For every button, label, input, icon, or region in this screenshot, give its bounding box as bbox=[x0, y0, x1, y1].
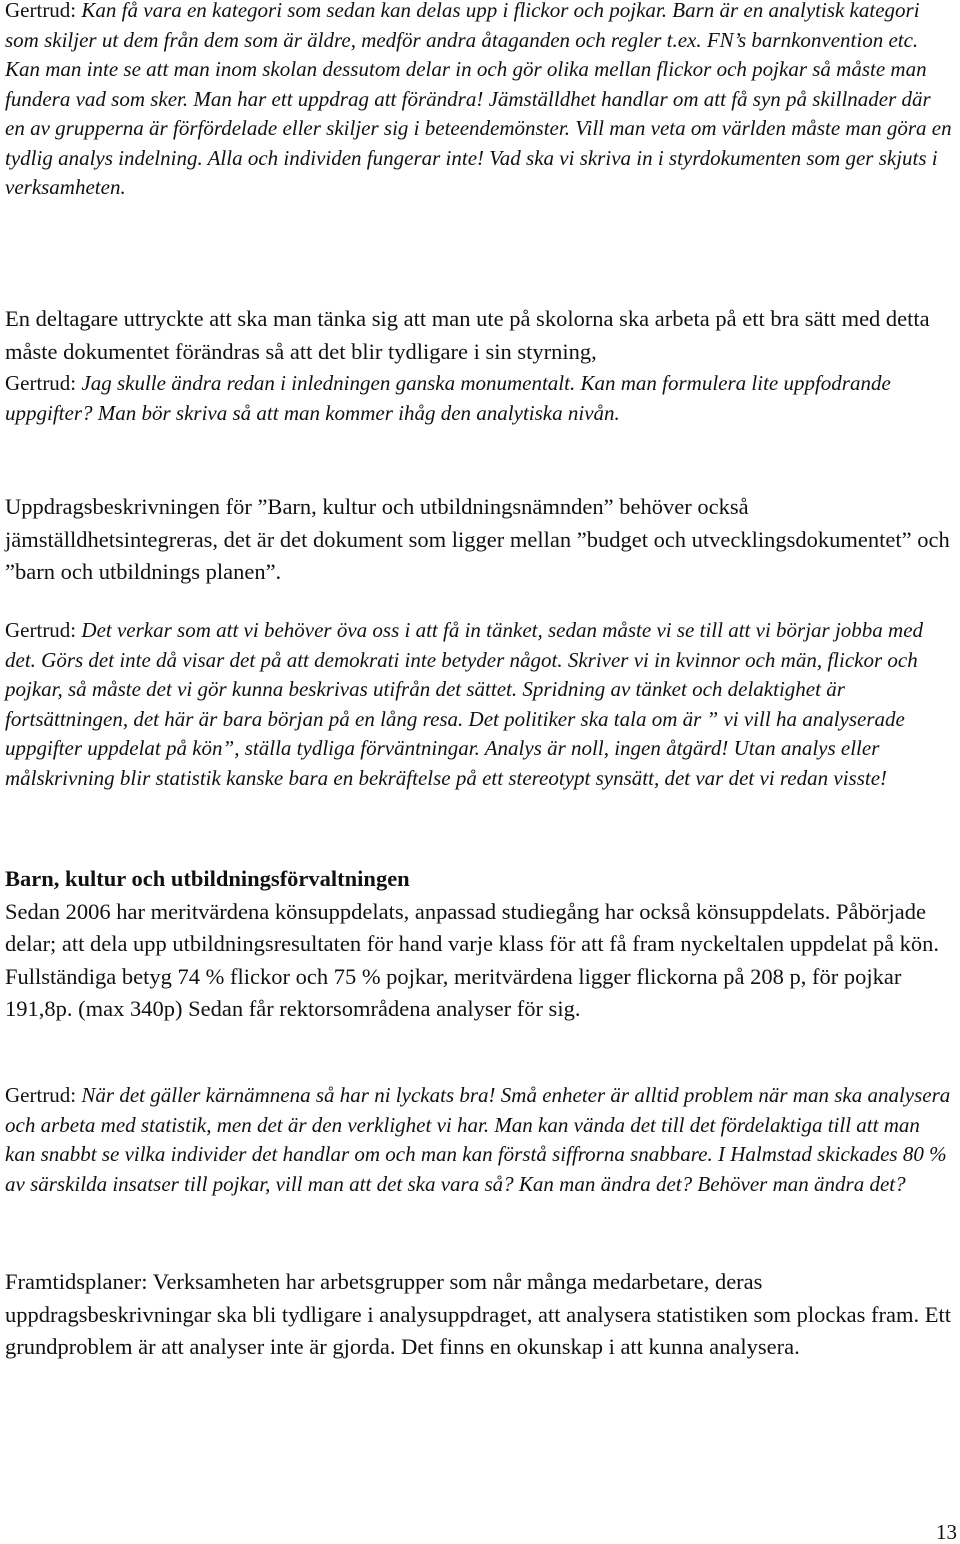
paragraph-gertrud-2 bbox=[5, 369, 955, 428]
paragraph-participant: En deltagare uttryckte att ska man tänka sig att man ute på skolorna ska arbeta på ett bra sätt med detta måste dokumentet förändras så att det blir tydligare i sin styrning, bbox=[5, 306, 930, 364]
paragraph-uppdragsbeskrivning: Uppdragsbeskrivningen för ”Barn, kultur och utbildningsnämnden” behöver också jämställdhetsintegreras, det är det dokument som ligger mellan ”budget och utvecklingsdokumentet” och ”barn och utbildnings planen”. bbox=[5, 494, 950, 584]
paragraph-gertrud-1 bbox=[5, 0, 955, 203]
section-heading: Barn, kultur och utbildningsförvaltningen bbox=[5, 866, 410, 891]
speaker-quote: Jag skulle ändra redan i inledningen ganska monumentalt. Kan man formulera lite uppfodrande uppgifter? Man bör skriva så att man kommer ihåg den analytiska nivån. bbox=[5, 371, 891, 425]
section-body: Sedan 2006 har meritvärdena könsuppdelats, anpassad studiegång har också könsuppdelats. Påbörjade delar; att dela upp utbildningsresultaten för hand varje klass för att få fram nyckeltalen uppdelat på kön. Fullständiga betyg 74 % flickor och 75 % pojkar, meritvärdena ligger flickorna på 208 p, för pojkar 191,8p. (max 340p) Sedan får rektorsområdena analyser för sig. bbox=[5, 898, 940, 1021]
speaker-quote: Kan få vara en kategori som sedan kan delas upp i flickor och pojkar. Barn är en analytisk kategori som skiljer ut dem från dem som är äldre, medför andra åtaganden och regler t.ex. FN’s barnkonvention etc. Kan man inte se att man inom skolan dessutom delar in och gör olika mellan flickor och pojkar så måste man fundera vad som sker. Man har ett uppdrag att förändra! Jämställdhet handlar om att få syn på skillnader där en av grupperna är förfördelade eller skiljer sig i beteendemönster. Vill man veta om världen måste man göra en tydlig analys indelning. Alla och individen fungerar inte! Vad ska vi skriva in i styrdokumenten som ger skjuts i verksamheten. bbox=[5, 0, 952, 199]
speaker-quote: Det verkar som att vi behöver öva oss i att få in tänket, sedan måste vi se till att vi börjar jobba med det. Görs det inte då visar det på att demokrati inte betyder något. Skriver vi in kvinnor och män, flickor och pojkar, så måste det vi gör kunna beskrivas utifrån det sättet. Spridning av tänket och delaktighet är fortsättningen, det här är bara början på en lång resa. Det politiker ska tala om är ” vi vill ha analyserade uppgifter uppdelat på kön”, ställa tydliga förväntningar. Analys är noll, ingen åtgärd! Utan analys eller målskrivning blir statistik kanske bara en bekräftelse på ett stereotypt synsätt, det var det vi redan visste! bbox=[5, 618, 924, 790]
speaker-label: Gertrud: bbox=[5, 371, 82, 395]
speaker-label: Gertrud: bbox=[5, 1083, 82, 1107]
speaker-quote: När det gäller kärnämnena så har ni lyckats bra! Små enheter är alltid problem när man ska analysera och arbeta med statistik, men det är den verklighet vi har. Man kan vända det till det fördelaktiga till att man kan snabbt se vilka individer det handlar om och man kan förstå siffrorna snabbare. I Halmstad skickades 80 % av särskilda insatser till pojkar, vill man att det ska vara så? Kan man ändra det? Behöver man ändra det? bbox=[5, 1083, 951, 1196]
paragraph-gertrud-4 bbox=[5, 1081, 955, 1199]
paragraph-framtidsplaner: Framtidsplaner: Verksamheten har arbetsgrupper som når många medarbetare, deras uppdragsbeskrivningar ska bli tydligare i analysuppdraget, att analysera statistiken som plockas fram. Ett grundproblem är att analyser inte är gjorda. Det finns en okunskap i att kunna analysera. bbox=[5, 1269, 951, 1359]
speaker-label: Gertrud: bbox=[5, 618, 82, 642]
paragraph-forvaltning bbox=[5, 863, 955, 1026]
page-number: 13 bbox=[936, 1520, 957, 1544]
paragraph-gertrud-3 bbox=[5, 616, 955, 793]
speaker-label: Gertrud: bbox=[5, 0, 82, 22]
